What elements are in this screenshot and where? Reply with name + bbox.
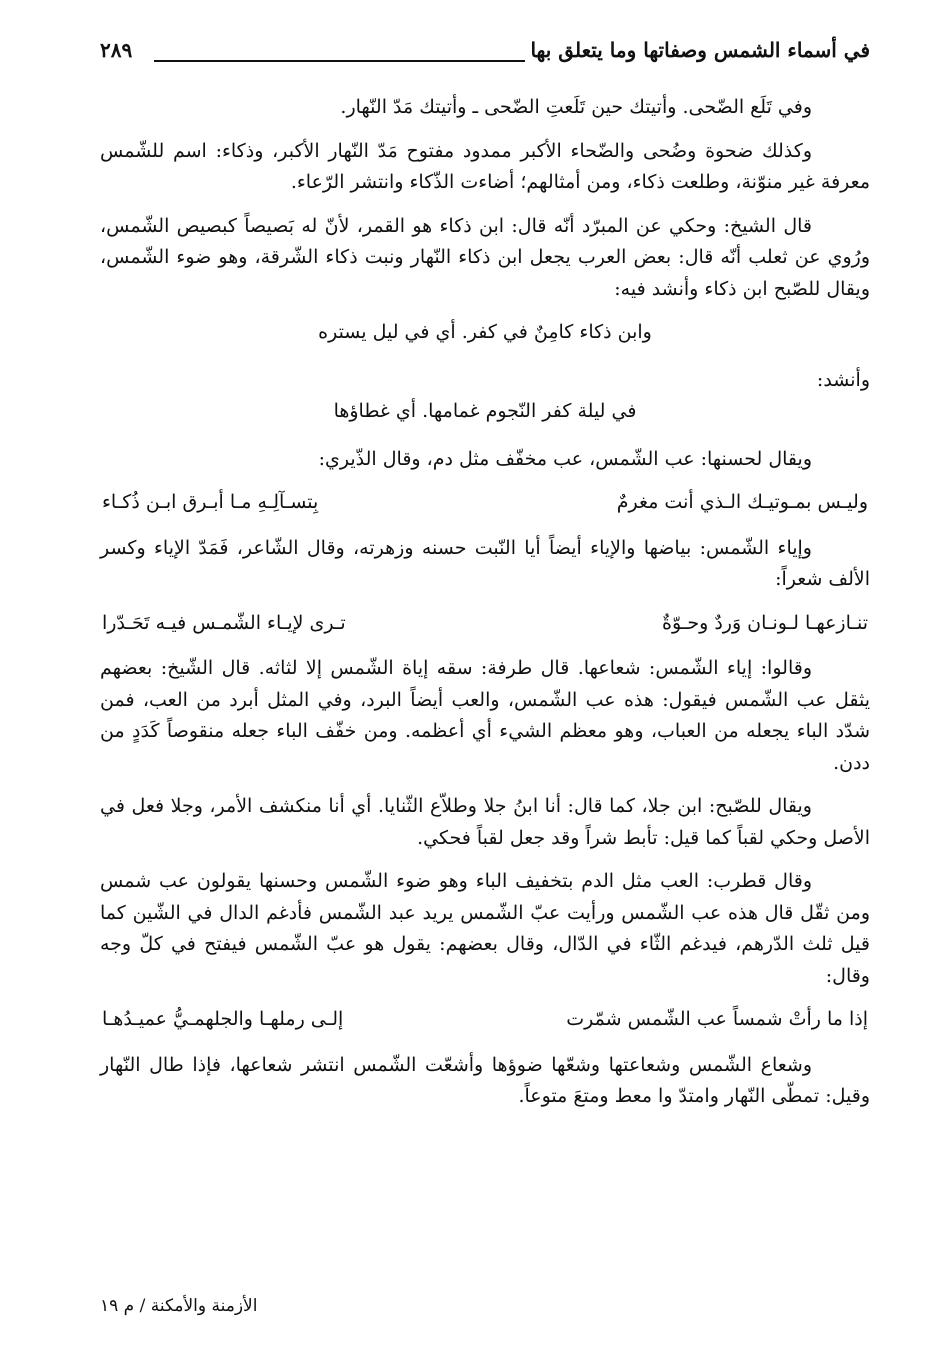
paragraph-3: قال الشيخ: وحكي عن المبرّد أنّه قال: ابن ذكاء هو القمر، لأنّ له بَصيصاً كبصيص الشّمس، ورُوي عن ثعلب أنّه قال: بعض العرب يجعل ابن ذكاء النّهار ونبت ذكاء الشّرقة، وهو ضوء الشّمس، ويقال للصّبح ابن ذكاء وأنشد فيه: [100,214,870,300]
header-rule [154,60,525,62]
paragraph-8: وقال قطرب: العب مثل الدم بتخفيف الباء وهو ضوء الشّمس وحسنها يقولون عب شمس ومن ثقّل قال هذه عب الشّمس ورأيت عبّ الشّمس يريد عبد الشّمس فأدغم الدال في الشّين كما قيل ثلث الدّرهم، فيدغم الثّاء في الدّال، وقال بعضهم: يقول هو عبّ الشّمس فيفتح في كلّ وجه وقال: [100,870,870,987]
running-title: في أسماء الشمس وصفاتها وما يتعلق بها [530,38,870,62]
couplet-3-first-hemistich: إذا ما رأتْ شمساً عب الشّمس شمّرت [566,1008,868,1030]
paragraph-7: ويقال للصّبح: ابن جلا، كما قال: أنا ابنُ جلا وطلاّع الثّنايا. أي أنا منكشف الأمر، وجلا فعل في الأصل وحكي لقباً كما قيل: تأبط شراً وقد جعل لقباً فحكي. [100,795,870,849]
paragraph-1: وفي تَلَع الضّحى. وأتيتك حين تَلَعتِ الضّحى ـ وأتيتك مَدّ النّهار. [340,96,812,118]
verse-line-1: وابن ذكاء كامِنٌ في كفر. أي في ليل يستره [318,321,652,343]
page-body [100,92,870,1125]
verse-line-2: في ليلة كفر النّجوم غمامها. أي غطاؤها [333,400,637,422]
paragraph-4: ويقال لحسنها: عب الشّمس، عب مخفّف مثل دم، وقال الذّيري: [318,447,812,470]
page-number: ٢٨٩ [100,38,133,62]
label-anshad: وأنشد: [816,368,870,391]
paragraph-2: وكذلك ضحوة وضُحى والضّحاء الأكبر ممدود مفتوح مَدّ النّهار الأكبر، وذكاء: اسم للشّمس معرفة غير منوّنة، وطلعت ذكاء، ومن أمثالهم؛ أضاءت الذّكاء وانتشر الرّعاء. [100,139,870,193]
page-footer-signature: الأزمنة والأمكنة / م ١٩ [100,1296,258,1316]
couplet-1-second-hemistich: بِتسـآلِـهِ مـا أبـرق ابـن ذُكـاء [102,491,319,513]
couplet-1 [100,487,870,519]
page-header [100,38,870,78]
couplet-2-second-hemistich: تـرى لإيـاء الشّمـس فيـه تَحَـدّرا [102,611,346,634]
paragraph-6: وقالوا: إياء الشّمس: شعاعها. قال طرفة: سقه إياة الشّمس إلا لثاثه. قال الشّيخ: بعضهم يثقل عب الشّمس فيقول: هذه عب الشّمس، والعب أيضاً البرد، وفي المثل أبرد من العب، فمن شدّد الباء يجعله من العباب، وهو معظم الشيء أي أعظمه. ومن خفّف الباء جعله منقوصاً كَدَدٍ من ددن. [100,657,870,774]
paragraph-5: وإياء الشّمس: بياضها والإياء أيضاً أيا النّبت حسنه وزهرته، وقال الشّاعر، فَمَدّ الإياء وكسر الألف شعراً: [100,536,870,590]
couplet-2 [100,608,870,640]
couplet-1-first-hemistich: وليـس بمـوتيـك الـذي أنت مغرمٌ [616,491,868,513]
paragraph-9: وشعاع الشّمس وشعاعتها وشعّها ضوؤها وأشعّت الشّمس انتشر شعاعها، فإذا طال النّهار وقيل: تمطّى النّهار وامتدّ وا معط ومتعَ متوعاً. [100,1053,870,1107]
couplet-2-first-hemistich: تنـازعهـا لـونـان وَردٌ وحـوّةٌ [662,611,868,634]
couplet-3 [100,1004,870,1036]
couplet-3-second-hemistich: إلـى رملهـا والجلهمـيُّ عميـدُهـا [102,1008,344,1030]
